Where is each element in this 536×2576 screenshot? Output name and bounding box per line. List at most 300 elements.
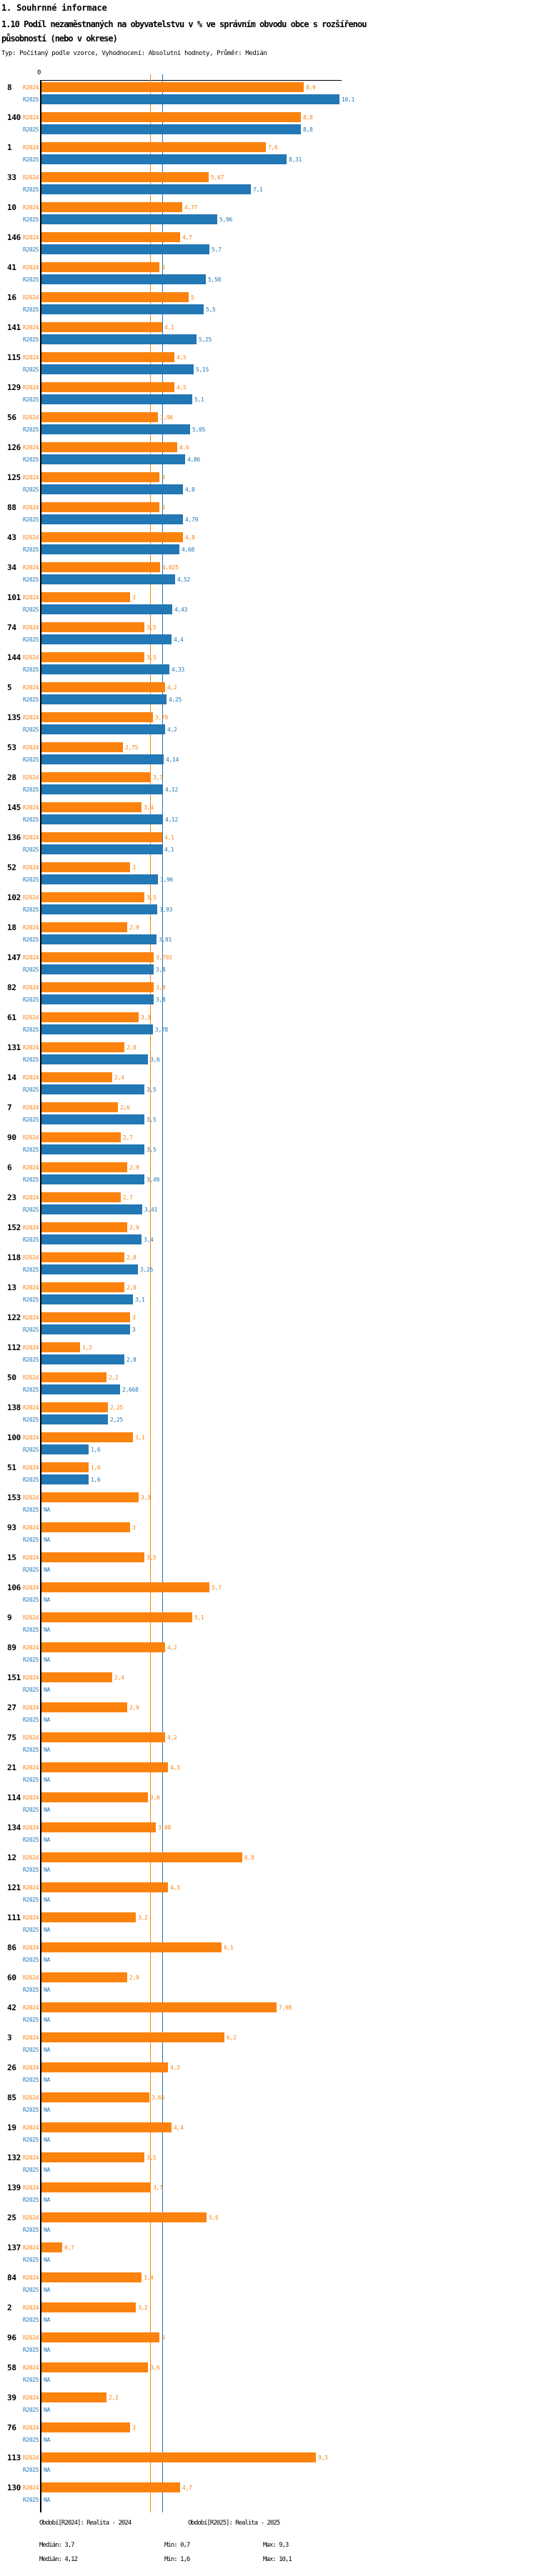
- category-label: 15: [7, 1553, 16, 1562]
- bar-r2025: [41, 1384, 120, 1394]
- bar-r2025: [41, 394, 192, 404]
- bar-r2024: [41, 442, 177, 452]
- bar-r2024: [41, 922, 127, 932]
- bar-r2025: [41, 664, 169, 674]
- series-label-r2025: R2025: [23, 997, 39, 1003]
- value-label-r2024: 5: [191, 294, 194, 301]
- bar-r2024: [41, 2182, 151, 2192]
- stat-min-r2024: Min: 0,7: [164, 2542, 190, 2549]
- series-label-r2024: R2024: [23, 1074, 39, 1081]
- series-label-r2024: R2024: [23, 1614, 39, 1621]
- value-label-r2024: 4,1: [164, 834, 174, 841]
- category-label: 102: [7, 893, 21, 902]
- category-label: 141: [7, 323, 21, 332]
- category-label: 135: [7, 713, 21, 722]
- na-label-r2025: NA: [44, 2107, 51, 2113]
- series-label-r2025: R2025: [23, 1657, 39, 1663]
- value-label-r2024: 4,7: [182, 2485, 192, 2491]
- value-label-r2024: 0,7: [64, 2245, 74, 2251]
- series-label-r2025: R2025: [23, 1507, 39, 1513]
- value-label-r2025: 5,25: [199, 336, 212, 343]
- median-line-r2024: [150, 74, 151, 2512]
- value-label-r2025: 3,26: [140, 1267, 154, 1273]
- value-label-r2024: 5,7: [212, 1584, 222, 1591]
- value-label-r2024: 4,8: [185, 534, 195, 541]
- bar-r2024: [41, 202, 182, 212]
- category-label: 122: [7, 1313, 21, 1322]
- series-label-r2025: R2025: [23, 2287, 39, 2293]
- series-label-r2025: R2025: [23, 1327, 39, 1333]
- value-label-r2025: 7,1: [253, 186, 263, 193]
- category-label: 93: [7, 1523, 16, 1532]
- bar-r2025: [41, 424, 190, 434]
- series-label-r2025: R2025: [23, 336, 39, 343]
- category-label: 33: [7, 173, 16, 182]
- value-label-r2024: 3,2: [138, 2305, 148, 2311]
- bar-r2025: [41, 334, 197, 344]
- bar-r2024: [41, 1312, 130, 1322]
- bar-r2025: [41, 754, 164, 764]
- series-label-r2025: R2025: [23, 186, 39, 193]
- series-label-r2024: R2024: [23, 1044, 39, 1051]
- category-label: 2: [7, 2303, 12, 2312]
- value-label-r2025: 3,96: [160, 877, 174, 883]
- value-label-r2024: 4,3: [170, 1884, 180, 1891]
- legend-r2025-label: Období[R2025]: Realita - 2025: [188, 2520, 280, 2527]
- category-label: 12: [7, 1853, 16, 1862]
- value-label-r2024: 2,7: [123, 1194, 133, 1201]
- value-label-r2025: 4,14: [166, 757, 179, 763]
- series-label-r2025: R2025: [23, 546, 39, 553]
- value-label-r2024: 2,75: [125, 744, 139, 751]
- series-label-r2024: R2024: [23, 1975, 39, 1981]
- value-label-r2025: 4,68: [182, 546, 195, 553]
- value-label-r2024: 3: [132, 864, 136, 871]
- value-label-r2025: 3,5: [147, 1087, 157, 1093]
- bar-r2025: [41, 1234, 142, 1244]
- series-label-r2024: R2024: [23, 114, 39, 121]
- category-label: 41: [7, 263, 16, 272]
- series-label-r2025: R2025: [23, 1987, 39, 1993]
- median-line-r2025: [162, 74, 163, 2512]
- value-label-r2025: 5,96: [219, 216, 233, 223]
- bar-r2024: [41, 1342, 80, 1352]
- na-label-r2025: NA: [44, 2407, 51, 2413]
- series-label-r2024: R2024: [23, 474, 39, 481]
- stat-max-r2024: Max: 9,3: [263, 2542, 289, 2549]
- bar-r2024: [41, 712, 153, 722]
- series-label-r2024: R2024: [23, 2275, 39, 2281]
- category-label: 27: [7, 1703, 16, 1712]
- category-label: 5: [7, 683, 12, 692]
- bar-r2024: [41, 862, 130, 872]
- bar-r2024: [41, 1282, 124, 1292]
- bar-r2024: [41, 832, 162, 842]
- series-label-r2025: R2025: [23, 1537, 39, 1543]
- series-label-r2024: R2024: [23, 1314, 39, 1321]
- bar-r2025: [41, 364, 194, 374]
- category-label: 145: [7, 803, 21, 812]
- bar-r2025: [41, 1264, 138, 1274]
- series-label-r2024: R2024: [23, 234, 39, 241]
- series-label-r2024: R2024: [23, 1584, 39, 1591]
- series-label-r2024: R2024: [23, 1854, 39, 1861]
- chart-meta: Typ: Počítaný podle vzorce, Vyhodnocení: Absolutní hodnoty, Průměr: Medián: [1, 50, 267, 57]
- value-label-r2024: 5,6: [209, 2215, 219, 2221]
- series-label-r2025: R2025: [23, 156, 39, 163]
- value-label-r2024: 3,65: [152, 2095, 165, 2101]
- series-label-r2025: R2025: [23, 1717, 39, 1723]
- bar-r2024: [41, 592, 130, 602]
- section-title: 1. Souhrnné informace: [1, 3, 107, 13]
- value-label-r2024: 4: [162, 264, 165, 271]
- series-label-r2024: R2024: [23, 174, 39, 181]
- category-label: 134: [7, 1823, 21, 1832]
- bar-r2024: [41, 742, 123, 752]
- series-label-r2025: R2025: [23, 1567, 39, 1573]
- category-label: 153: [7, 1493, 21, 1502]
- value-label-r2024: 5,67: [211, 174, 224, 181]
- value-label-r2024: 4,5: [177, 354, 187, 361]
- na-label-r2025: NA: [44, 1687, 51, 1693]
- series-label-r2024: R2024: [23, 1704, 39, 1711]
- value-label-r2025: 8,8: [303, 126, 313, 133]
- series-label-r2024: R2024: [23, 1254, 39, 1261]
- value-label-r2024: 3,6: [150, 1794, 160, 1801]
- series-label-r2024: R2024: [23, 684, 39, 691]
- category-label: 21: [7, 1763, 16, 1772]
- series-label-r2024: R2024: [23, 1734, 39, 1741]
- series-label-r2025: R2025: [23, 1597, 39, 1603]
- series-label-r2025: R2025: [23, 1357, 39, 1363]
- series-label-r2024: R2024: [23, 2005, 39, 2011]
- na-label-r2025: NA: [44, 1897, 51, 1903]
- value-label-r2024: 3,5: [147, 624, 157, 631]
- bar-r2025: [41, 964, 154, 974]
- value-label-r2024: 2,25: [110, 1404, 124, 1411]
- stat-max-r2025: Max: 10,1: [263, 2556, 292, 2563]
- series-label-r2024: R2024: [23, 1945, 39, 1951]
- bar-r2025: [41, 274, 206, 284]
- series-label-r2024: R2024: [23, 1554, 39, 1561]
- bar-r2025: [41, 814, 163, 824]
- series-label-r2024: R2024: [23, 984, 39, 991]
- category-label: 39: [7, 2393, 16, 2402]
- value-label-r2024: 3,8: [156, 984, 166, 991]
- na-label-r2025: NA: [44, 1657, 51, 1663]
- category-label: 115: [7, 353, 21, 362]
- bar-r2024: [41, 1132, 121, 1142]
- series-label-r2024: R2024: [23, 84, 39, 91]
- value-label-r2024: 6,2: [227, 2035, 237, 2041]
- category-label: 131: [7, 1043, 21, 1052]
- series-label-r2024: R2024: [23, 2185, 39, 2191]
- series-label-r2024: R2024: [23, 1224, 39, 1231]
- legend-r2024-label: Období[R2024]: Realita - 2024: [39, 2520, 131, 2527]
- series-label-r2024: R2024: [23, 2395, 39, 2401]
- value-label-r2024: 3,792: [156, 954, 172, 961]
- category-label: 132: [7, 2153, 21, 2162]
- series-label-r2024: R2024: [23, 2125, 39, 2131]
- bar-r2024: [41, 142, 266, 152]
- value-label-r2025: 4,1: [164, 847, 174, 853]
- value-label-r2024: 3,4: [144, 804, 154, 811]
- category-label: 58: [7, 2363, 16, 2372]
- series-label-r2024: R2024: [23, 1404, 39, 1411]
- bar-r2025: [41, 1354, 124, 1364]
- na-label-r2025: NA: [44, 2347, 51, 2353]
- bar-r2024: [41, 292, 189, 302]
- category-label: 125: [7, 473, 21, 482]
- value-label-r2024: 2,4: [114, 1074, 124, 1081]
- category-label: 75: [7, 1733, 16, 1742]
- bar-r2025: [41, 604, 172, 614]
- value-label-r2025: 5,5: [206, 306, 216, 313]
- na-label-r2025: NA: [44, 2077, 51, 2083]
- series-label-r2024: R2024: [23, 1884, 39, 1891]
- bar-r2024: [41, 1432, 133, 1442]
- bar-r2025: [41, 214, 217, 224]
- bar-r2025: [41, 454, 185, 464]
- bar-r2024: [41, 682, 165, 692]
- series-label-r2025: R2025: [23, 1087, 39, 1093]
- bar-r2024: [41, 2482, 180, 2492]
- value-label-r2024: 1,6: [91, 1464, 101, 1471]
- bar-r2024: [41, 1522, 130, 1532]
- value-label-r2025: 3,49: [147, 1177, 160, 1183]
- value-label-r2024: 2,8: [126, 1044, 137, 1051]
- value-label-r2025: 2,8: [126, 1357, 137, 1363]
- series-label-r2025: R2025: [23, 366, 39, 373]
- series-label-r2024: R2024: [23, 924, 39, 931]
- value-label-r2024: 3,1: [135, 1434, 145, 1441]
- value-label-r2024: 4,4: [174, 2125, 184, 2131]
- value-label-r2025: 3,8: [156, 967, 166, 973]
- value-label-r2025: 8,31: [289, 156, 302, 163]
- stat-median-r2024: Medián: 3,7: [39, 2542, 74, 2549]
- series-label-r2024: R2024: [23, 354, 39, 361]
- stat-min-r2025: Min: 1,6: [164, 2556, 190, 2563]
- series-label-r2025: R2025: [23, 2407, 39, 2413]
- category-label: 8: [7, 83, 12, 92]
- series-label-r2025: R2025: [23, 847, 39, 853]
- value-label-r2024: 3,5: [147, 2155, 157, 2161]
- series-label-r2024: R2024: [23, 384, 39, 391]
- bar-r2025: [41, 724, 165, 734]
- bar-r2024: [41, 2242, 62, 2252]
- value-label-r2025: 4,33: [172, 667, 185, 673]
- category-label: 112: [7, 1343, 21, 1352]
- value-label-r2024: 6,8: [244, 1854, 254, 1861]
- series-label-r2025: R2025: [23, 1387, 39, 1393]
- bar-r2024: [41, 112, 301, 122]
- value-label-r2025: 3,93: [159, 907, 173, 913]
- category-label: 121: [7, 1883, 21, 1892]
- na-label-r2025: NA: [44, 1807, 51, 1813]
- value-label-r2024: 4,6: [179, 444, 189, 451]
- series-label-r2025: R2025: [23, 636, 39, 643]
- bar-r2024: [41, 2002, 277, 2012]
- series-label-r2025: R2025: [23, 486, 39, 493]
- category-label: 25: [7, 2213, 16, 2222]
- series-label-r2025: R2025: [23, 1417, 39, 1423]
- value-label-r2025: 5,05: [192, 426, 206, 433]
- value-label-r2024: 2,9: [129, 1975, 139, 1981]
- bar-r2024: [41, 802, 142, 812]
- series-label-r2024: R2024: [23, 1104, 39, 1111]
- series-label-r2024: R2024: [23, 1374, 39, 1381]
- series-label-r2025: R2025: [23, 1477, 39, 1483]
- axis-zero-label: 0: [37, 69, 41, 76]
- series-label-r2024: R2024: [23, 1524, 39, 1531]
- value-label-r2025: 5,7: [212, 246, 222, 253]
- series-label-r2025: R2025: [23, 1147, 39, 1153]
- series-label-r2024: R2024: [23, 294, 39, 301]
- series-label-r2025: R2025: [23, 1957, 39, 1963]
- bar-r2024: [41, 472, 159, 482]
- series-label-r2025: R2025: [23, 1747, 39, 1753]
- category-label: 16: [7, 293, 16, 302]
- na-label-r2025: NA: [44, 2257, 51, 2263]
- value-label-r2024: 4,3: [170, 1764, 180, 1771]
- category-label: 139: [7, 2183, 21, 2192]
- bar-r2025: [41, 1414, 108, 1424]
- series-label-r2025: R2025: [23, 96, 39, 103]
- value-label-r2025: 2,668: [122, 1387, 139, 1393]
- value-label-r2024: 3,3: [141, 1014, 151, 1021]
- value-label-r2024: 4,2: [167, 1644, 177, 1651]
- series-label-r2025: R2025: [23, 516, 39, 523]
- series-label-r2025: R2025: [23, 1447, 39, 1453]
- series-label-r2025: R2025: [23, 1627, 39, 1633]
- bar-r2024: [41, 1492, 139, 1502]
- value-label-r2025: 3,6: [150, 1057, 160, 1063]
- value-label-r2024: 3,2: [138, 1914, 148, 1921]
- bar-r2024: [41, 352, 174, 362]
- category-label: 88: [7, 503, 16, 512]
- bar-r2024: [41, 1732, 165, 1742]
- bar-r2024: [41, 1402, 108, 1412]
- series-label-r2025: R2025: [23, 667, 39, 673]
- series-label-r2025: R2025: [23, 1927, 39, 1933]
- bar-r2025: [41, 904, 157, 914]
- na-label-r2025: NA: [44, 2197, 51, 2203]
- bar-r2024: [41, 952, 154, 962]
- series-label-r2024: R2024: [23, 954, 39, 961]
- na-label-r2025: NA: [44, 1537, 51, 1543]
- na-label-r2025: NA: [44, 1837, 51, 1843]
- category-label: 50: [7, 1373, 16, 1382]
- series-label-r2025: R2025: [23, 2317, 39, 2323]
- series-label-r2024: R2024: [23, 1494, 39, 1501]
- series-label-r2024: R2024: [23, 2245, 39, 2251]
- bar-r2024: [41, 2272, 142, 2282]
- series-label-r2025: R2025: [23, 787, 39, 793]
- series-label-r2024: R2024: [23, 2485, 39, 2491]
- value-label-r2025: 3,91: [159, 937, 172, 943]
- value-label-r2024: 2,9: [129, 924, 139, 931]
- series-label-r2024: R2024: [23, 1764, 39, 1771]
- category-label: 60: [7, 1973, 16, 1982]
- bar-r2025: [41, 1174, 144, 1184]
- bar-r2024: [41, 2062, 168, 2072]
- category-label: 147: [7, 953, 21, 962]
- bar-r2024: [41, 1912, 136, 1922]
- value-label-r2025: 2,25: [110, 1417, 124, 1423]
- series-label-r2025: R2025: [23, 817, 39, 823]
- series-label-r2024: R2024: [23, 864, 39, 871]
- category-label: 86: [7, 1943, 16, 1952]
- series-label-r2025: R2025: [23, 697, 39, 703]
- category-label: 106: [7, 1583, 21, 1592]
- bar-r2025: [41, 124, 301, 134]
- bar-r2024: [41, 622, 144, 632]
- bar-r2025: [41, 874, 158, 884]
- bar-r2025: [41, 544, 179, 554]
- value-label-r2024: 3,5: [147, 1554, 157, 1561]
- value-label-r2024: 4: [162, 2335, 165, 2341]
- value-label-r2024: 3,7: [153, 774, 163, 781]
- series-label-r2024: R2024: [23, 2095, 39, 2101]
- series-label-r2025: R2025: [23, 2347, 39, 2353]
- value-label-r2025: 4,2: [167, 727, 177, 733]
- value-label-r2024: 3,79: [155, 714, 169, 721]
- bar-r2025: [41, 844, 162, 854]
- category-label: 26: [7, 2063, 16, 2072]
- series-label-r2024: R2024: [23, 534, 39, 541]
- value-label-r2024: 4,7: [182, 234, 192, 241]
- bar-r2024: [41, 772, 151, 782]
- value-label-r2025: 4,12: [165, 787, 179, 793]
- axis-top-line: [41, 80, 342, 81]
- bar-r2024: [41, 2302, 136, 2312]
- series-label-r2024: R2024: [23, 204, 39, 211]
- value-label-r2025: 10,1: [342, 96, 355, 103]
- bar-r2024: [41, 1852, 242, 1862]
- series-label-r2024: R2024: [23, 744, 39, 751]
- bar-r2025: [41, 154, 287, 164]
- value-label-r2025: 3,8: [156, 997, 166, 1003]
- series-label-r2025: R2025: [23, 2227, 39, 2233]
- bar-r2025: [41, 1324, 130, 1334]
- series-label-r2024: R2024: [23, 324, 39, 331]
- series-label-r2024: R2024: [23, 1644, 39, 1651]
- value-label-r2024: 3: [132, 2425, 136, 2431]
- na-label-r2025: NA: [44, 2317, 51, 2323]
- value-label-r2024: 3,96: [160, 414, 174, 421]
- bar-r2025: [41, 934, 157, 944]
- na-label-r2025: NA: [44, 2437, 51, 2443]
- category-label: 3: [7, 2033, 12, 2042]
- category-label: 130: [7, 2483, 21, 2492]
- category-label: 114: [7, 1793, 21, 1802]
- category-label: 151: [7, 1673, 21, 1682]
- value-label-r2024: 3,6: [150, 2365, 160, 2371]
- value-label-r2025: 5,1: [194, 396, 204, 403]
- bar-r2024: [41, 2032, 224, 2042]
- value-label-r2024: 2,4: [114, 1674, 124, 1681]
- na-label-r2025: NA: [44, 1597, 51, 1603]
- series-label-r2025: R2025: [23, 1027, 39, 1033]
- value-label-r2024: 3,4: [144, 2275, 154, 2281]
- value-label-r2024: 4,5: [177, 384, 187, 391]
- bar-r2024: [41, 412, 158, 422]
- value-label-r2025: 3,41: [144, 1207, 158, 1213]
- series-label-r2024: R2024: [23, 1794, 39, 1801]
- na-label-r2025: NA: [44, 2137, 51, 2143]
- series-label-r2025: R2025: [23, 1237, 39, 1243]
- bar-r2025: [41, 94, 339, 104]
